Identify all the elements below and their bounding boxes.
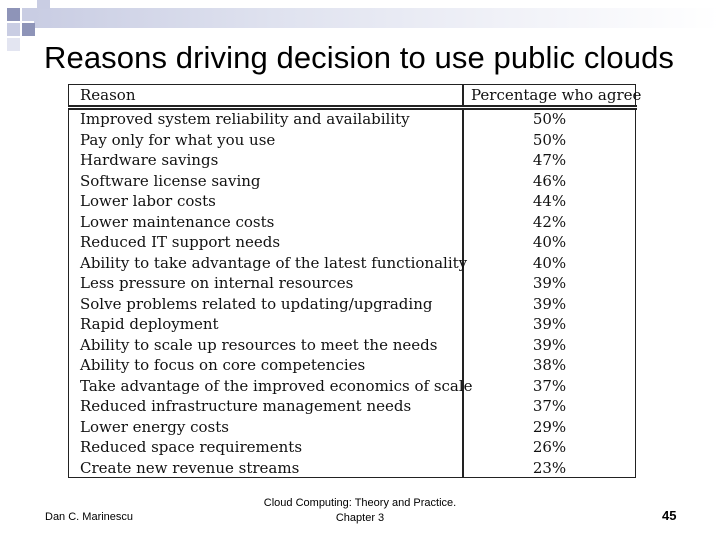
header-reason: Reason (80, 86, 136, 104)
corner-square (7, 8, 20, 21)
table-row (69, 294, 635, 315)
page-number: 45 (662, 508, 677, 523)
reason-cell: Lower labor costs (80, 192, 216, 210)
table-row (69, 150, 635, 171)
percentage-cell: 47% (532, 151, 567, 169)
percentage-cell: 39% (532, 315, 567, 333)
column-divider (462, 85, 464, 105)
reason-cell: Improved system reliability and availability (80, 110, 410, 128)
table-row (69, 130, 635, 151)
reasons-table (68, 84, 642, 479)
percentage-cell: 29% (532, 417, 567, 436)
percentage-cell: 44% (532, 192, 567, 210)
reason-cell: Take advantage of the improved economics of scale (80, 376, 473, 395)
table-row (69, 273, 635, 294)
table-row (69, 171, 635, 192)
percentage-cell: 38% (532, 356, 567, 374)
table-row (69, 437, 635, 458)
table-row (69, 417, 635, 438)
table-header (68, 84, 642, 105)
table-row (69, 314, 635, 335)
corner-square (37, 0, 50, 9)
table-row (69, 355, 635, 376)
top-gradient-band (34, 8, 720, 28)
header-percentage: Percentage who agree (471, 86, 642, 104)
percentage-cell: 37% (532, 376, 567, 395)
reason-cell: Rapid deployment (80, 315, 219, 333)
corner-square (7, 23, 20, 36)
table-row (69, 376, 635, 397)
percentage-cell: 46% (532, 171, 567, 190)
percentage-cell: 39% (532, 274, 567, 292)
percentage-cell: 50% (532, 110, 567, 128)
percentage-cell: 37% (532, 397, 567, 415)
table-row (69, 232, 635, 253)
percentage-cell: 26% (532, 438, 567, 456)
percentage-cell: 42% (532, 212, 567, 231)
percentage-cell: 23% (532, 458, 567, 477)
percentage-cell: 40% (532, 253, 567, 272)
table-row (69, 458, 635, 479)
reason-cell: Solve problems related to updating/upgrading (80, 294, 433, 313)
corner-square (7, 38, 20, 51)
table-row (69, 253, 635, 274)
table-row (69, 191, 635, 212)
table-rows (69, 109, 635, 478)
percentage-cell: 39% (532, 294, 567, 313)
reason-cell: Create new revenue streams (80, 458, 300, 477)
table-row (69, 396, 635, 417)
reason-cell: Reduced infrastructure management needs (80, 397, 412, 415)
percentage-cell: 39% (532, 335, 567, 354)
reason-cell: Less pressure on internal resources (80, 274, 354, 292)
reason-cell: Software license saving (80, 171, 261, 190)
reason-cell: Lower energy costs (80, 417, 229, 436)
table-row (69, 109, 635, 130)
percentage-cell: 40% (532, 233, 567, 251)
header-rule (68, 105, 637, 107)
table-row (69, 335, 635, 356)
reason-cell: Pay only for what you use (80, 130, 276, 149)
footer-book-line1: Cloud Computing: Theory and Practice. (263, 497, 457, 509)
reason-cell: Ability to take advantage of the latest functionality (80, 253, 468, 272)
reason-cell: Hardware savings (80, 151, 219, 169)
footer-book-line2: Chapter 3 (335, 512, 385, 524)
percentage-cell: 50% (532, 130, 567, 149)
footer-author: Dan C. Marinescu (45, 511, 134, 523)
slide-title: Reasons driving decision to use public clouds (44, 40, 675, 75)
reason-cell: Reduced IT support needs (80, 233, 281, 251)
reason-cell: Ability to focus on core competencies (80, 356, 366, 374)
table-body (68, 109, 636, 478)
corner-square (22, 23, 35, 36)
reason-cell: Reduced space requirements (80, 438, 303, 456)
footer-book (250, 496, 470, 526)
reason-cell: Ability to scale up resources to meet the needs (80, 335, 438, 354)
reason-cell: Lower maintenance costs (80, 212, 275, 231)
corner-square (22, 8, 35, 21)
table-row (69, 212, 635, 233)
